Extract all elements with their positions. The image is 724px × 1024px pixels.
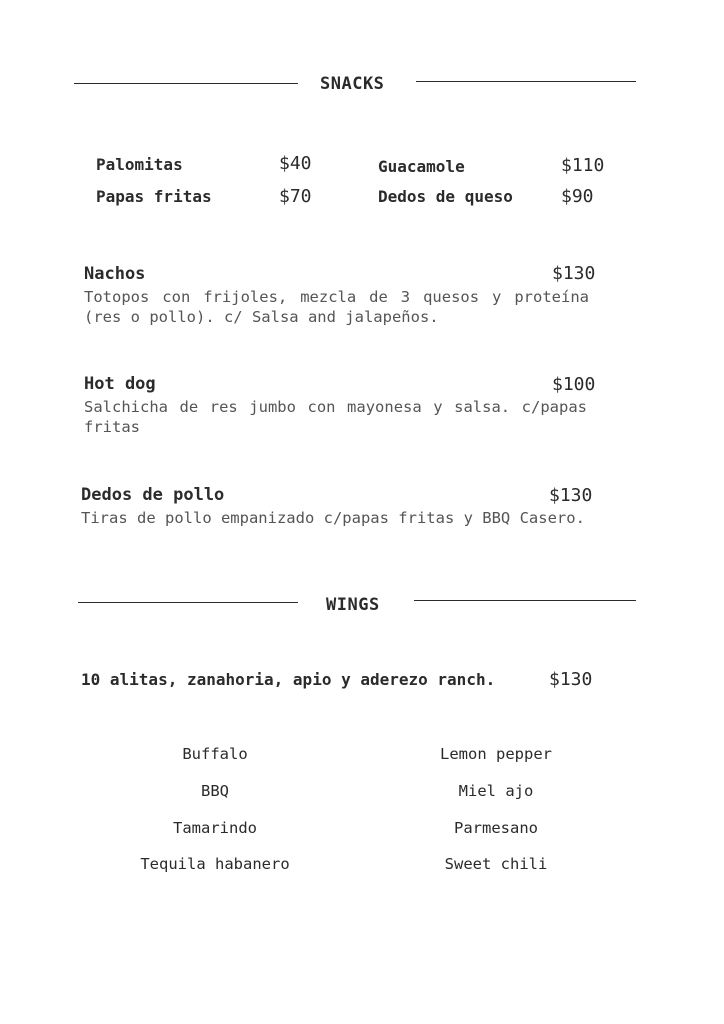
menu-item-price: $100 [552,374,596,395]
menu-item-description: Totopos con frijoles, mezcla de 3 quesos y proteína (res o pollo). c/ Salsa and jalapeños. [84,288,589,326]
snacks-heading: SNACKS [320,74,385,94]
wings-description: 10 alitas, zanahoria, apio y aderezo ranch. [81,670,496,689]
flavor-item: Lemon pepper [440,745,552,763]
small-item-name: Papas fritas [96,187,212,206]
flavor-item: BBQ [201,782,229,800]
wings-right-rule [414,600,636,601]
small-item-name: Guacamole [378,157,465,176]
menu-item-price: $130 [552,263,596,284]
wings-heading: WINGS [326,595,380,615]
menu-item-name: Nachos [84,264,146,284]
flavor-item: Buffalo [182,745,248,763]
small-item-price: $40 [279,153,312,174]
flavor-item: Tamarindo [173,819,257,837]
wings-left-rule [78,602,298,603]
snacks-right-rule [416,81,636,82]
flavor-item: Parmesano [454,819,538,837]
menu-item-name: Dedos de pollo [81,485,225,505]
snacks-left-rule [74,83,298,84]
flavor-item: Miel ajo [458,782,534,800]
small-item-price: $70 [279,186,312,207]
menu-item-description: Salchicha de res jumbo con mayonesa y salsa. c/papas fritas [84,398,587,436]
menu-item-price: $130 [549,485,593,506]
wings-price: $130 [549,669,593,690]
menu-item-description: Tiras de pollo empanizado c/papas fritas y BBQ Casero. [81,509,585,527]
small-item-name: Palomitas [96,155,183,174]
small-item-name: Dedos de queso [378,187,513,206]
flavor-item: Tequila habanero [140,855,290,873]
small-item-price: $110 [561,155,605,176]
menu-item-name: Hot dog [84,374,156,394]
small-item-price: $90 [561,186,594,207]
flavor-item: Sweet chili [444,855,548,873]
